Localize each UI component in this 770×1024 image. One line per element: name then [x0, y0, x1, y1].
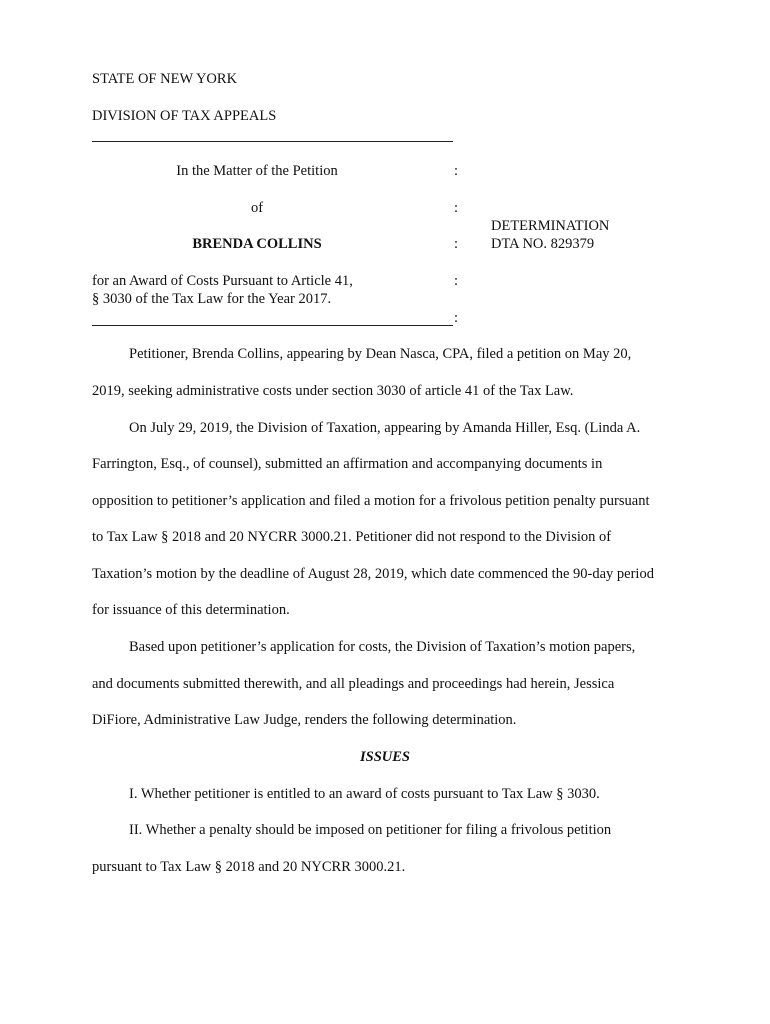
issue-2-line: pursuant to Tax Law § 2018 and 20 NYCRR 3000.21. — [92, 859, 406, 875]
caption-matter: In the Matter of the Petition — [176, 163, 338, 179]
caption-colon: : — [453, 236, 459, 252]
caption-colon: : — [453, 200, 459, 216]
caption-top-rule — [92, 141, 453, 142]
paragraph-2-line: opposition to petitioner’s application and filed a motion for a frivolous petition penalty pursuant — [92, 493, 650, 509]
paragraph-1-line: 2019, seeking administrative costs under section 3030 of article 41 of the Tax Law. — [92, 383, 574, 399]
caption-of: of — [250, 200, 264, 216]
issue-1: I. Whether petitioner is entitled to an award of costs pursuant to Tax Law § 3030. — [129, 786, 600, 802]
paragraph-3-line: DiFiore, Administrative Law Judge, renders the following determination. — [92, 712, 517, 728]
caption-colon: : — [453, 163, 459, 179]
state-heading: STATE OF NEW YORK — [92, 71, 238, 87]
paragraph-1-line: Petitioner, Brenda Collins, appearing by Dean Nasca, CPA, filed a petition on May 20, — [129, 346, 632, 362]
dta-number: DTA NO. 829379 — [491, 236, 595, 252]
issues-heading: ISSUES — [360, 749, 410, 765]
paragraph-2-line: On July 29, 2019, the Division of Taxation, appearing by Amanda Hiller, Esq. (Linda A. — [129, 420, 641, 436]
caption-purpose-line-2: § 3030 of the Tax Law for the Year 2017. — [92, 291, 332, 307]
caption-petitioner-name: BRENDA COLLINS — [192, 236, 322, 252]
paragraph-2-line: Taxation’s motion by the deadline of August 28, 2019, which date commenced the 90-day period — [92, 566, 654, 582]
paragraph-2-line: to Tax Law § 2018 and 20 NYCRR 3000.21. Petitioner did not respond to the Division of — [92, 529, 612, 545]
document-type: DETERMINATION — [491, 218, 610, 234]
paragraph-3-line: Based upon petitioner’s application for costs, the Division of Taxation’s motion papers, — [129, 639, 636, 655]
caption-colon: : — [453, 273, 459, 289]
paragraph-2-line: Farrington, Esq., of counsel), submitted an affirmation and accompanying documents in — [92, 456, 603, 472]
division-heading: DIVISION OF TAX APPEALS — [92, 108, 277, 124]
caption-bottom-rule — [92, 325, 453, 326]
paragraph-2-line: for issuance of this determination. — [92, 602, 290, 618]
issue-2-line: II. Whether a penalty should be imposed on petitioner for filing a frivolous petition — [129, 822, 612, 838]
paragraph-3-line: and documents submitted therewith, and all pleadings and proceedings had herein, Jessica — [92, 676, 615, 692]
caption-colon: : — [453, 310, 459, 326]
caption-purpose-line-1: for an Award of Costs Pursuant to Article 41, — [92, 273, 353, 289]
